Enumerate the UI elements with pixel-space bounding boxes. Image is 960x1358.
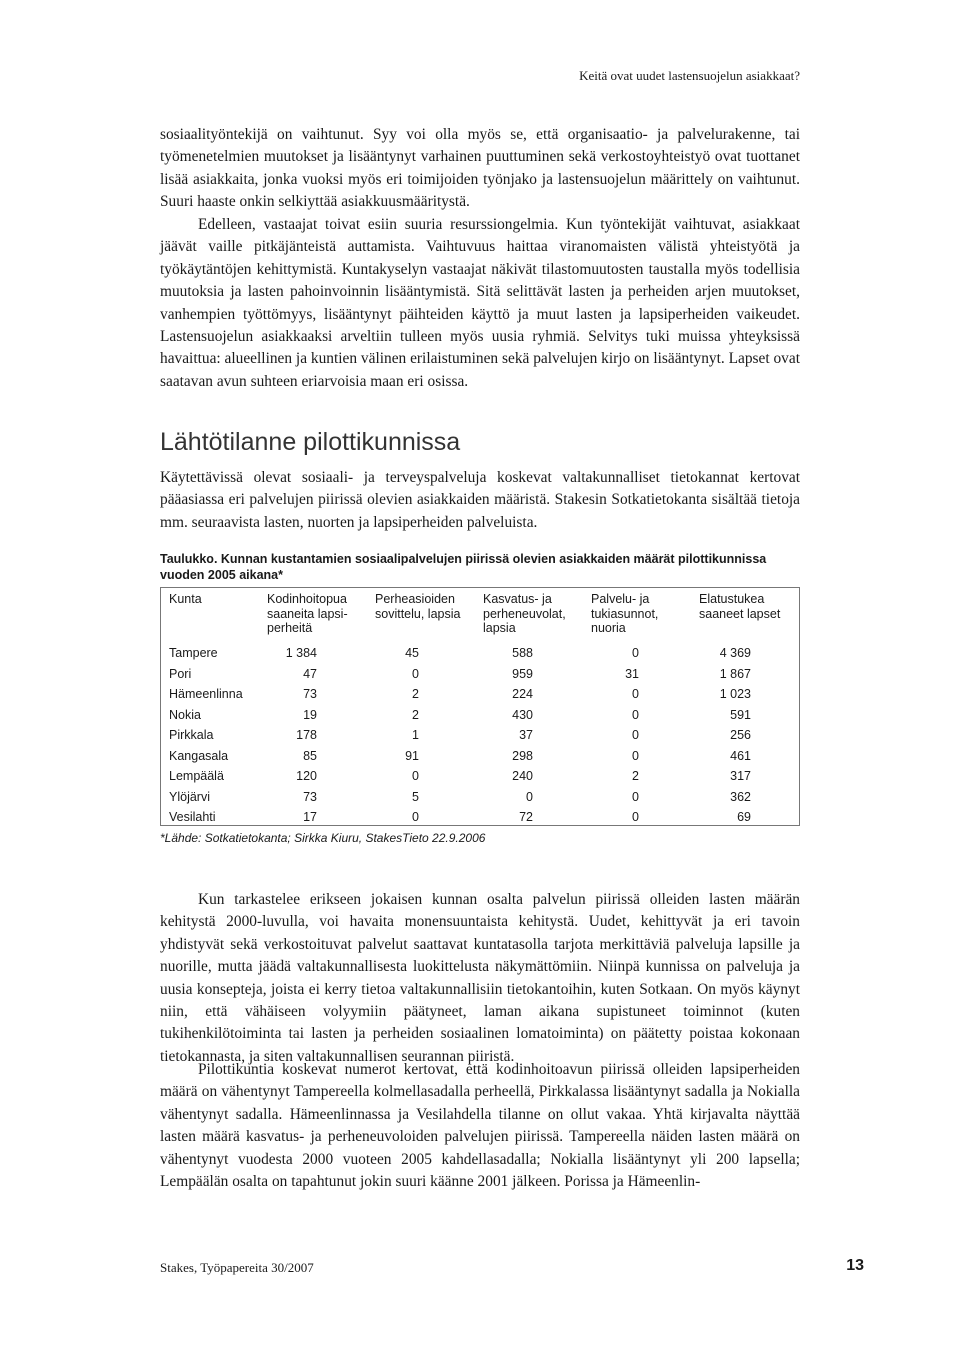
cell-value: 430: [512, 707, 533, 722]
table-row: [161, 643, 799, 664]
cell-value: 0: [526, 789, 533, 804]
cell-kunta: Pirkkala: [169, 728, 214, 742]
cell-value: 959: [512, 666, 533, 681]
cell-value: 72: [519, 810, 533, 824]
cell-value: 0: [412, 810, 419, 824]
cell-value: 120: [296, 769, 317, 783]
section-heading: Lähtötilanne pilottikunnissa: [160, 428, 461, 456]
table-row: [161, 725, 799, 746]
header-kasvatus-perheneuvolat: Kasvatus- ja perheneuvolat, lapsia: [483, 592, 566, 635]
cell-value: 0: [632, 728, 639, 742]
cell-value: 0: [632, 646, 639, 660]
cell-value: 461: [730, 748, 751, 763]
table-row: [161, 807, 799, 828]
cell-value: 256: [730, 728, 751, 742]
cell-value: 31: [625, 666, 639, 681]
table-caption-text: Kunnan kustantamien sosiaalipalvelujen piirissä olevien asiakkaiden määrät pilottikunnissa vuoden 2005 aikana*: [160, 552, 767, 582]
cell-value: 69: [737, 810, 751, 824]
cell-value: 317: [730, 769, 751, 783]
cell-kunta: Pori: [169, 666, 192, 681]
header-perheasioiden-sovittelu: Perheasioiden sovittelu, lapsia: [375, 592, 461, 621]
cell-value: 91: [405, 748, 419, 763]
header-elatustuki: Elatustukea saaneet lapset: [699, 592, 781, 621]
table-source-note: *Lähde: Sotkatietokanta; Sirkka Kiuru, StakesTieto 22.9.2006: [160, 831, 486, 845]
cell-kunta: Hämeenlinna: [169, 687, 243, 701]
cell-kunta: Nokia: [169, 707, 201, 722]
cell-value: 0: [632, 789, 639, 804]
cell-value: 45: [405, 646, 419, 660]
table-row: [161, 746, 799, 767]
cell-value: 1: [412, 728, 419, 742]
cell-value: 1 023: [719, 687, 751, 701]
data-table: [160, 587, 800, 826]
cell-kunta: Lempäälä: [169, 769, 224, 783]
body-paragraph-2: Edelleen, vastaajat toivat esiin suuria resurssiongelmia. Kun työntekijät vaihtuvat, asiakkaat jäävät vaille pitkäjänteistä auttamista. Vaihtuvuus haittaa viranomaisten välistä yhteistyötä ja työkäytäntöjen kehittymistä. Kuntakyselyn vastaajat näkivät tilastomuutosten taustalla myös todellisia muutoksia ja lasten pahoinvoinnin lisääntymistä. Sitä selittävät lasten ja perheiden arjen muutokset, vanhempien työttömyys, lisääntynyt päihteiden käyttö ja muut lasten ja lapsiperheiden vaikeudet. Lastensuojelun asiakkaaksi arveltiin tulleen myös uusia ryhmiä. Selvitys tuki muissa yhteyksissä havaittua: alueellinen ja kuntien välinen erilaistuminen sekä palvelujen kirjo on lisääntynyt. Lapset ovat saatavan avun suhteen eriarvoisia maan eri osissa.: [160, 216, 800, 390]
page-number: 13: [846, 1257, 864, 1274]
cell-value: 362: [730, 789, 751, 804]
table-caption: [160, 551, 800, 583]
cell-value: 5: [412, 789, 419, 804]
cell-value: 224: [512, 687, 533, 701]
cell-value: 17: [303, 810, 317, 824]
cell-value: 37: [519, 728, 533, 742]
cell-value: 47: [303, 666, 317, 681]
cell-value: 73: [303, 789, 317, 804]
cell-value: 4 369: [719, 646, 751, 660]
footer-publication: Stakes, Työpapereita 30/2007: [160, 1260, 314, 1275]
cell-kunta: Kangasala: [169, 748, 229, 763]
cell-value: 2: [412, 687, 419, 701]
cell-value: 0: [412, 769, 419, 783]
table-row: [161, 787, 799, 808]
body-paragraph-3: Käytettävissä olevat sosiaali- ja terveyspalveluja koskevat valtakunnalliset tietokannat kertovat pääasiassa eri palvelujen piirissä olevien asiakkaiden määristä. Stakesin Sotkatietokanta sisältää tietoja mm. seuraavista lasten, nuorten ja lapsiperheiden palveluista.: [160, 469, 800, 531]
body-paragraph-1: sosiaalityöntekijä on vaihtunut. Syy voi olla myös se, että organisaatio- ja palvelurakenne, tai työmenetelmien muutokset ja lisääntynyt varhainen puuttuminen sekä verkostoyhteistyö ovat tuottanet lisää asiakkaita, jonka vuoksi myös eri toimijoiden työnjako ja lastensuojelun määrittely on vaihtunut. Suuri haaste onkin selkiyttää asiakkuusmääritystä.: [160, 126, 800, 211]
cell-value: 240: [512, 769, 533, 783]
header-kunta: Kunta: [169, 592, 202, 606]
cell-value: 1 867: [719, 666, 751, 681]
cell-value: 0: [412, 666, 419, 681]
cell-value: 0: [632, 687, 639, 701]
body-paragraph-4: Kun tarkastelee erikseen jokaisen kunnan osalta palvelun piirissä olleiden lasten määrän kehitystä 2000-luvulla, voi havaita monensuuntaista kehitystä. Uudet, kehittyvät ja eri tavoin yhdistyvät sekä verkostoituvat palvelut saattavat kuntatasolla tarjota merkittäviä palveluja lapsille ja nuorille, mutta jäädä valtakunnallisesta luokittelusta näkymättömiin. Niinpä kunnissa on palveluja ja uusia konsepteja, joista ei kerry tietoa valtakunnallisiin tietokantoihin, kuten Sotkaan. On myös käynyt niin, että vähäiseen volyymiin päätyneet, laman aikana supistuneet toiminnot (kuten tukihenkilötoiminta tai lasten ja perheiden sosiaalinen lomatoiminta) on päätetty poistaa kokonaan tietokannasta, ja siten valtakunnallisen seurannan piiristä.: [160, 891, 800, 1065]
cell-kunta: Tampere: [169, 646, 218, 660]
table-row: [161, 664, 799, 685]
cell-value: 0: [632, 707, 639, 722]
table-header-row: [161, 588, 799, 643]
table-row: [161, 684, 799, 705]
table-row: [161, 766, 799, 787]
cell-value: 0: [632, 748, 639, 763]
cell-value: 178: [296, 728, 317, 742]
cell-value: 298: [512, 748, 533, 763]
cell-value: 85: [303, 748, 317, 763]
cell-value: 73: [303, 687, 317, 701]
table-row: [161, 705, 799, 726]
cell-kunta: Vesilahti: [169, 810, 216, 824]
cell-kunta: Ylöjärvi: [169, 789, 210, 804]
table-caption-label: Taulukko.: [160, 552, 218, 566]
running-head: Keitä ovat uudet lastensuojelun asiakkaat?: [579, 68, 800, 83]
cell-value: 591: [730, 707, 751, 722]
cell-value: 2: [412, 707, 419, 722]
cell-value: 1 384: [285, 646, 317, 660]
cell-value: 19: [303, 707, 317, 722]
header-palvelu-tukiasunnot: Palvelu- ja tukiasunnot, nuoria: [591, 592, 659, 635]
header-kodinhoitoapu: Kodinhoitopua saaneita lapsiperheitä: [267, 592, 348, 635]
body-paragraph-5: Pilottikuntia koskevat numerot kertovat, että kodinhoitoavun piirissä olleiden lapsiperheiden määrä on vähentynyt Tampereella kolmellasadalla perheellä, Pirkkalassa lisääntynyt sadalla ja Nokialla vähentynyt sadalla. Hämeenlinnassa ja Vesilahdella tilanne on ollut vakaa. Yhtä kirjavalta näyttää lasten määrä kasvatus- ja perheneuvoloiden palvelujen piirissä. Tampereella näiden lasten määrä on vähentynyt vuodesta 2000 vuoteen 2005 kahdellasadalla; Nokialla lisääntynyt yli 200 lapsella; Lempäälän osalta on tapahtunut jokin suuri käänne 2001 jälkeen. Porissa ja Hämeenlin-: [160, 1061, 800, 1191]
cell-value: 0: [632, 810, 639, 824]
cell-value: 588: [512, 646, 533, 660]
cell-value: 2: [632, 769, 639, 783]
